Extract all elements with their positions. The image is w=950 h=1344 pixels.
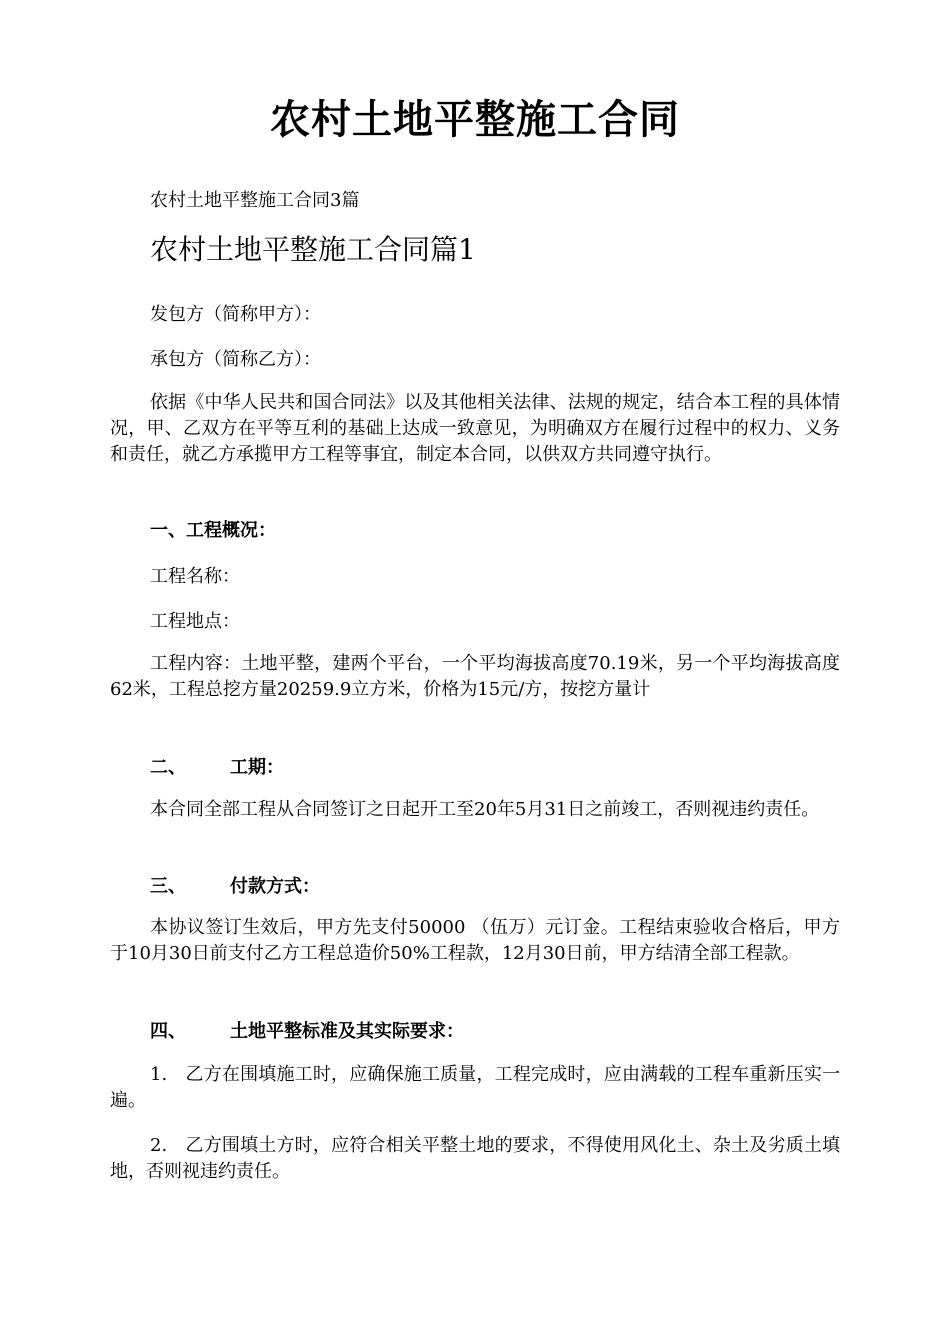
section-3-title (150, 872, 320, 898)
section-4-number: 四、 (150, 1021, 186, 1042)
section-2-paragraph: 本合同全部工程从合同签订之日起开工至20年5月31日之前竣工，否则视违约责任。 (150, 799, 820, 820)
section-3-paragraph: 本协议签订生效后，甲方先支付50000 （伍万）元订金。工程结束验收合格后，甲方于10月30日前支付乙方工程总造价50%工程款，12月30日前，甲方结清全部工程款。 (110, 917, 840, 964)
section-3-number: 三、 (150, 876, 186, 897)
section-1-title: 一、工程概况： (150, 520, 276, 541)
document-title: 农村土地平整施工合同 (270, 97, 680, 143)
section-4-title (150, 1017, 464, 1043)
section-3-label: 付款方式： (230, 876, 320, 897)
section-2-label: 工期： (230, 757, 284, 778)
document-subtitle: 农村土地平整施工合同3篇 (150, 190, 360, 211)
project-name-line: 工程名称： (150, 566, 240, 587)
section-4-item-2: 2. 乙方围填土方时，应符合相关平整土地的要求，不得使用风化土、杂土及劣质土填地，否则视违约责任。 (110, 1135, 840, 1182)
section-2-title (150, 753, 284, 779)
party-a-line: 发包方（简称甲方）： (150, 304, 321, 325)
section-2-number: 二、 (150, 757, 186, 778)
contract-heading: 农村土地平整施工合同篇1 (150, 233, 476, 266)
project-content-paragraph: 工程内容：土地平整，建两个平台，一个平均海拔高度70.19米，另一个平均海拔高度62米，工程总挖方量20259.9立方米，价格为15元/方，按挖方量计 (110, 653, 840, 700)
project-location-line: 工程地点： (150, 611, 240, 632)
party-b-line: 承包方（简称乙方）： (150, 349, 321, 370)
section-4-item-1: 1. 乙方在围填施工时，应确保施工质量，工程完成时，应由满载的工程车重新压实一遍。 (110, 1064, 840, 1111)
section-4-label: 土地平整标准及其实际要求： (230, 1021, 464, 1042)
intro-paragraph: 依据《中华人民共和国合同法》以及其他相关法律、法规的规定，结合本工程的具体情况，甲、乙双方在平等互利的基础上达成一致意见，为明确双方在履行过程中的权力、义务和责任，就乙方承揽甲方工程等事宜，制定本合同，以供双方共同遵守执行。 (110, 392, 840, 465)
